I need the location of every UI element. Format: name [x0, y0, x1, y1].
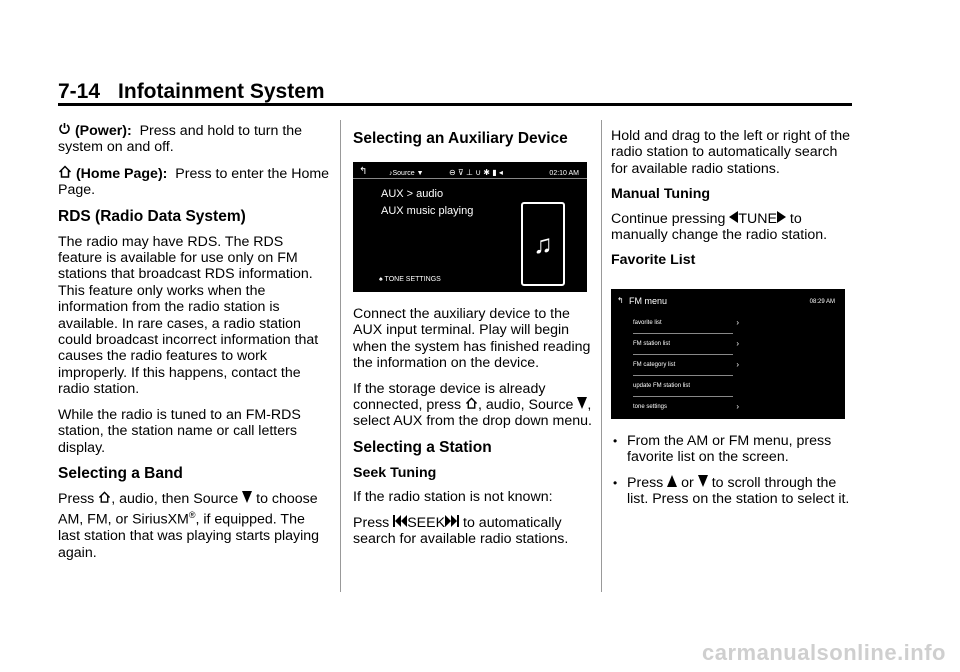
- aux-paragraph-2: [353, 381, 593, 430]
- home-icon: [465, 397, 478, 413]
- bullet2-text-b: or: [681, 474, 694, 491]
- power-paragraph: [58, 122, 330, 156]
- rds-paragraph-2: While the radio is tuned to an FM-RDS station, the station name or call letters display.: [58, 406, 301, 456]
- rds-paragraph-1: The radio may have RDS. The RDS feature is available for use only on FM stations that broadcast RDS information. This feature only works when the information from the radio station is available. In rare cases, a radio station could broadcast incorrect information that causes the radio features to work improperly. If this happens, contact the radio station.: [58, 233, 319, 398]
- home-paragraph: [58, 165, 330, 199]
- power-text: Press and hold to turn the system on and off.: [58, 123, 303, 156]
- status-icons: ⊖ ⊽ ⊥ ∪ ✱ ▮ ◂: [449, 168, 503, 177]
- manual-text-a: Continue pressing: [611, 210, 726, 227]
- seek-text-c: to automatically search for available radio stations.: [353, 514, 569, 548]
- chevron-right-icon: ›: [736, 359, 739, 369]
- column-divider-2: [601, 120, 602, 592]
- down-arrow-icon: [577, 397, 587, 413]
- col3-paragraph-1: Hold and drag to the left or right of the radio station to automatically search for available radio stations.: [611, 128, 850, 177]
- seek-paragraph-2: [353, 515, 593, 548]
- tone-icon: ♠: [379, 276, 383, 283]
- aux-screen-image: [353, 162, 587, 292]
- section-title: Infotainment System: [118, 80, 325, 103]
- seek-heading: Seek Tuning: [353, 464, 437, 481]
- aux-paragraph-1: Connect the auxiliary device to the AUX input terminal. Play will begin when the system has finished reading the information on the device.: [353, 306, 591, 372]
- right-arrow-icon: [777, 211, 786, 227]
- manual-text-c: to manually change the radio station.: [611, 210, 828, 244]
- fm-menu-list: [633, 313, 739, 417]
- fm-menu-item[interactable]: [633, 376, 733, 397]
- bullet2-text-a: Press: [627, 474, 664, 491]
- manual-text-b: TUNE: [738, 210, 777, 227]
- aux-text-a: If the storage device is already connected, press: [353, 380, 546, 414]
- fm-menu-title: FM menu: [629, 295, 668, 306]
- left-arrow-icon: [729, 211, 738, 227]
- fm-menu-item-label: FM category list: [633, 361, 676, 368]
- fm-menu-item-label: tone settings: [633, 403, 668, 410]
- chevron-right-icon: ›: [736, 317, 739, 327]
- up-arrow-icon: [667, 475, 677, 491]
- down-arrow-icon: [698, 475, 708, 491]
- seek-paragraph-1: If the radio station is not known:: [353, 489, 553, 506]
- page-header: [58, 80, 325, 104]
- bullet2-text-c: to scroll through the list. Press on the station to select it.: [627, 474, 850, 508]
- manual-paragraph: [611, 211, 851, 244]
- column-1: [58, 122, 330, 570]
- fm-menu-item[interactable]: [633, 313, 739, 334]
- fm-menu-screen-image: [611, 289, 845, 419]
- home-label: (Home Page):: [75, 165, 168, 182]
- column-3: [611, 128, 851, 516]
- fm-menu-time: 08:29 AM: [809, 298, 835, 305]
- fm-menu-item[interactable]: [633, 397, 739, 417]
- fm-menu-item-label: update FM station list: [633, 382, 691, 389]
- fm-menu-item-label: FM station list: [633, 340, 671, 347]
- station-heading: Selecting a Station: [353, 438, 492, 456]
- rds-heading: RDS (Radio Data System): [58, 207, 246, 225]
- aux-screen-status-bar: [353, 162, 587, 179]
- header-rule: [58, 103, 852, 106]
- favorite-heading: Favorite List: [611, 252, 696, 269]
- column-2: [353, 122, 593, 556]
- page-number: 7-14: [58, 80, 101, 103]
- seek-forward-icon: [445, 515, 459, 531]
- aux-screen-time: 02:10 AM: [549, 170, 579, 177]
- aux-screen-tone-settings: ♠ TONE SETTINGS: [379, 276, 441, 283]
- aux-heading: Selecting an Auxiliary Device: [353, 130, 568, 147]
- aux-text-b: , audio, Source: [478, 397, 574, 414]
- power-label: (Power):: [74, 123, 132, 139]
- aux-text-c: , select AUX from the drop down menu.: [353, 397, 592, 430]
- band-text-3: to choose AM, FM, or SiriusXM: [58, 490, 318, 529]
- home-text: Press to enter the Home Page.: [58, 165, 330, 199]
- watermark: carmanualsonline.info: [702, 640, 946, 665]
- down-arrow-icon: [242, 491, 252, 507]
- home-icon: [98, 491, 111, 507]
- chevron-right-icon: ›: [736, 338, 739, 348]
- aux-screen-title: AUX > audio: [381, 188, 444, 200]
- band-text-4: , if equipped. The last station that was playing starts playing again.: [58, 512, 320, 561]
- band-heading: Selecting a Band: [58, 464, 183, 482]
- fm-menu-item[interactable]: [633, 355, 739, 376]
- seek-back-icon: [393, 515, 407, 531]
- seek-text-a: Press: [353, 514, 390, 531]
- aux-screen-subtitle: AUX music playing: [381, 205, 474, 217]
- seek-text-b: SEEK: [407, 514, 446, 531]
- back-icon: ↰: [617, 295, 624, 305]
- fm-menu-item[interactable]: [633, 334, 739, 355]
- fm-menu-item-label: favorite list: [633, 319, 662, 326]
- home-icon: [58, 165, 72, 182]
- band-paragraph: [58, 491, 330, 561]
- bullet-1: • From the AM or FM menu, press favorite list on the screen.: [611, 433, 851, 466]
- column-divider-1: [340, 120, 341, 592]
- band-text-1: Press: [58, 490, 95, 507]
- band-text-2: , audio, then Source: [111, 490, 239, 507]
- chevron-right-icon: ›: [736, 401, 739, 411]
- bullet-2: [611, 475, 851, 508]
- aux-screen-source: ♪Source ▼: [389, 170, 424, 177]
- back-icon: ↰: [359, 166, 368, 177]
- manual-heading: Manual Tuning: [611, 186, 711, 203]
- music-note-icon: ♫: [521, 202, 565, 286]
- power-icon: [58, 122, 71, 139]
- registered-mark: ®: [188, 510, 196, 521]
